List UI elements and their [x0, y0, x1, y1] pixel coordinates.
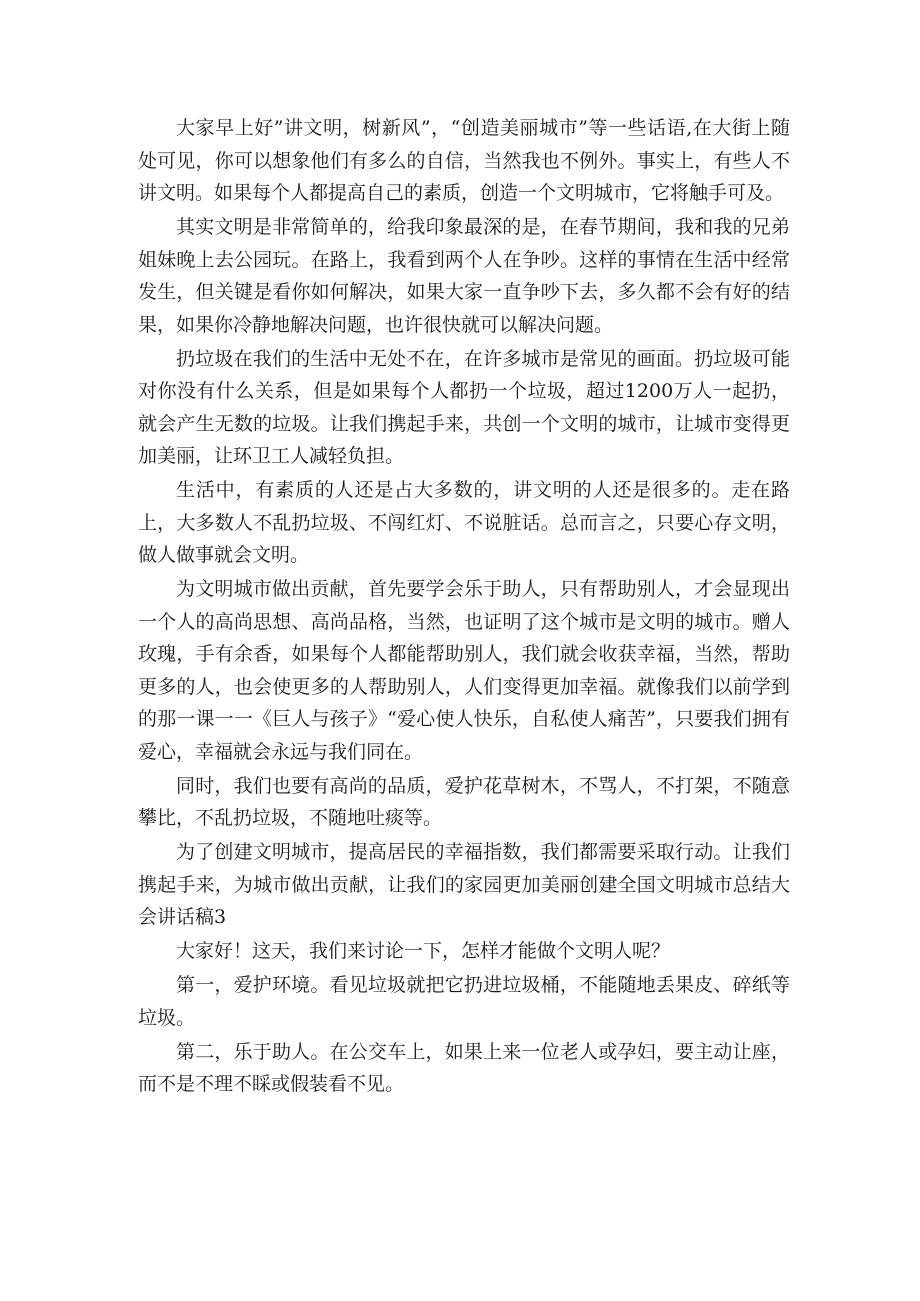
- paragraph-6: 同时，我们也要有高尚的品质，爱护花草树木，不骂人，不打架，不随意攀比，不乱扔垃圾，不随地吐痰等。: [138, 774, 790, 829]
- paragraph-9: 第一，爱护环境。看见垃圾就把它扔进垃圾桶，不能随地丢果皮、碎纸等垃圾。: [138, 974, 790, 1029]
- paragraph-1: 大家早上好”讲文明，树新风”，“创造美丽城市”等一些话语,在大街上随处可见，你可以想象他们有多么的自信，当然我也不例外。事实上，有些人不讲文明。如果每个人都提高自己的素质，创造一个文明城市，它将触手可及。: [138, 117, 790, 204]
- paragraph-5: 为文明城市做出贡献，首先要学会乐于助人，只有帮助别人，才会显现出一个人的高尚思想、高尚品格，当然，也证明了这个城市是文明的城市。赠人玫瑰，手有余香，如果每个人都能帮助别人，我们就会收获幸福，当然，帮助更多的人，也会使更多的人帮助别人，人们变得更加幸福。就像我们以前学到的那一课一一《巨人与孩子》“爱心使人快乐，自私使人痛苦”，只要我们拥有爱心，幸福就会永远与我们同在。: [138, 578, 790, 763]
- paragraph-10: 第二，乐于助人。在公交车上，如果上来一位老人或孕妇，要主动让座，而不是不理不睬或假装看不见。: [138, 1040, 790, 1095]
- paragraph-7: 为了创建文明城市，提高居民的幸福指数，我们都需要采取行动。让我们携起手来，为城市做出贡献，让我们的家园更加美丽创建全国文明城市总结大会讲话稿3: [138, 841, 790, 928]
- document-page: [138, 112, 790, 1102]
- paragraph-2: 其实文明是非常简单的，给我印象最深的是，在春节期间，我和我的兄弟姐妹晚上去公园玩。在路上，我看到两个人在争吵。这样的事情在生活中经常发生，但关键是看你如何解决，如果大家一直争吵下去，多久都不会有好的结果，如果你冷静地解决问题，也许很快就可以解决问题。: [138, 216, 790, 336]
- paragraph-8: 大家好！这天，我们来讨论一下，怎样才能做个文明人呢？: [176, 940, 671, 962]
- paragraph-3: 扔垃圾在我们的生活中无处不在，在许多城市是常见的画面。扔垃圾可能对你没有什么关系，但是如果每个人都扔一个垃圾，超过1200万人一起扔，就会产生无数的垃圾。让我们携起手来，共创一个文明的城市，让城市变得更加美丽，让环卫工人减轻负担。: [138, 347, 790, 467]
- paragraph-4: 生活中，有素质的人还是占大多数的，讲文明的人还是很多的。走在路上，大多数人不乱扔垃圾、不闯红灯、不说脏话。总而言之，只要心存文明，做人做事就会文明。: [138, 479, 790, 566]
